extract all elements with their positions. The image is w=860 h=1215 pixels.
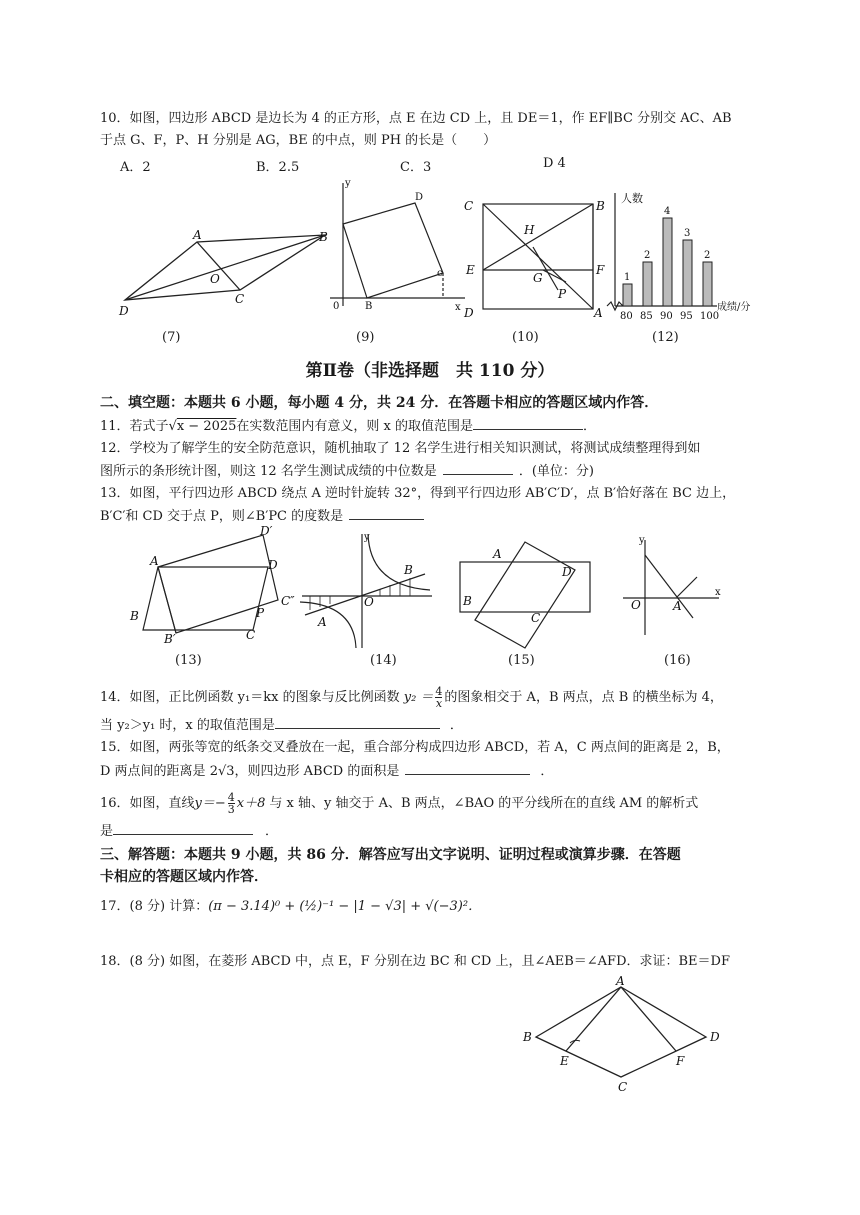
svg-text:E: E bbox=[466, 263, 475, 277]
fig12-bar-label: 1 bbox=[624, 272, 631, 283]
svg-text:A: A bbox=[150, 554, 159, 568]
q12-line1: 12．学校为了解学生的安全防范意识，随机抽取了 12 名学生进行相关知识测试，将测试成绩整理得到如 bbox=[100, 441, 701, 456]
fig12-bar-label: 2 bbox=[704, 250, 711, 261]
svg-text:C: C bbox=[464, 199, 474, 213]
svg-text:C″: C″ bbox=[281, 594, 295, 608]
fig12-bar-label: 2 bbox=[644, 250, 651, 261]
q17-line: 17．(8 分) 计算：(π − 3.14)⁰ + (½)⁻¹ − |1 − √3| + √(−3)²． bbox=[100, 899, 482, 914]
svg-text:P: P bbox=[558, 287, 567, 301]
svg-text:B′: B′ bbox=[164, 632, 176, 646]
figure-14 bbox=[300, 530, 435, 650]
svg-text:y: y bbox=[639, 535, 645, 546]
svg-text:A: A bbox=[318, 615, 327, 629]
svg-text:B: B bbox=[596, 199, 605, 213]
figure-7 bbox=[115, 225, 335, 325]
fig12-tick-label: 80 bbox=[620, 311, 633, 322]
svg-text:D′: D′ bbox=[260, 524, 273, 538]
svg-text:O: O bbox=[631, 598, 641, 612]
svg-text:F: F bbox=[596, 263, 605, 277]
svg-text:y: y bbox=[345, 178, 351, 189]
q10-option-d: D 4 bbox=[543, 156, 566, 171]
fig12-tick-label: 85 bbox=[640, 311, 653, 322]
fig12-xlabel: 成绩/分 bbox=[717, 302, 751, 313]
fig12-bar bbox=[663, 218, 672, 306]
svg-text:C: C bbox=[235, 292, 245, 306]
svg-text:G: G bbox=[533, 271, 543, 285]
figure-18-rhombus bbox=[518, 975, 733, 1100]
q15-line1: 15．如图，两张等宽的纸条交叉叠放在一起，重合部分构成四边形 ABCD，若 A，C 两点间的距离是 2，B， bbox=[100, 740, 730, 755]
fig12-bar bbox=[683, 240, 692, 306]
svg-text:P: P bbox=[256, 606, 265, 620]
figure-16 bbox=[615, 535, 725, 640]
svg-text:E: E bbox=[560, 1054, 569, 1068]
svg-text:x: x bbox=[715, 587, 721, 598]
fig12-bar bbox=[623, 284, 632, 306]
svg-text:y: y bbox=[364, 532, 370, 543]
caption-fig-14: (14) bbox=[370, 653, 397, 668]
fig12-ylabel: 人数 bbox=[621, 192, 643, 205]
q11-post: 在实数范围内有意义，则 x 的取值范围是 bbox=[236, 419, 474, 434]
q16-line2: 是 ． bbox=[100, 824, 279, 839]
section3-heading-line2: 卡相应的答题区域内作答． bbox=[100, 869, 268, 885]
q16-line1: 16．如图，直线y＝− $\frac{4}{3}$ x＋8 与 x 轴、y 轴交于 A、B 两点，∠BAO 的平分线所在的直线 AM 的解析式 bbox=[100, 791, 699, 816]
q14-line1: 14．如图，正比例函数 y₁＝kx 的图象与反比例函数 y₂ ＝ $\frac{4}{x}$ 的图象相交于 A，B 两点，点 B 的横坐标为 4， bbox=[100, 685, 723, 710]
figure-12-bar-chart bbox=[605, 188, 770, 323]
svg-text:F: F bbox=[676, 1054, 685, 1068]
part2-title: 第Ⅱ卷（非选择题 共 110 分） bbox=[305, 361, 555, 381]
svg-text:A: A bbox=[594, 306, 603, 320]
svg-text:C: C bbox=[246, 628, 256, 642]
svg-text:D: D bbox=[119, 304, 129, 318]
q11-sqrt: √x − 2025 bbox=[168, 419, 237, 434]
q10-line1: 10．如图，四边形 ABCD 是边长为 4 的正方形，点 E 在边 CD 上，且 DE＝1，作 EF∥BC 分别交 AC、AB bbox=[100, 111, 732, 126]
fig12-tick-label: 90 bbox=[660, 311, 673, 322]
caption-fig-12: (12) bbox=[652, 330, 679, 345]
section2-heading: 二、填空题：本题共 6 小题，每小题 4 分，共 24 分．在答题卡相应的答题区域内作答． bbox=[100, 395, 659, 411]
figure-15 bbox=[455, 540, 595, 650]
q10-option-a: A．2 bbox=[120, 160, 151, 175]
svg-text:B: B bbox=[404, 563, 413, 577]
q12-line2: 图所示的条形统计图，则这 12 名学生测试成绩的中位数是 ．(单位：分) bbox=[100, 464, 594, 479]
svg-text:O: O bbox=[364, 595, 374, 609]
svg-text:A: A bbox=[193, 228, 202, 242]
svg-text:B: B bbox=[463, 594, 472, 608]
figure-9 bbox=[325, 178, 465, 318]
svg-text:O: O bbox=[210, 272, 220, 286]
figure-13 bbox=[128, 525, 298, 645]
svg-text:c: c bbox=[437, 268, 443, 279]
svg-text:H: H bbox=[524, 223, 535, 237]
caption-fig-7: (7) bbox=[162, 330, 181, 345]
svg-text:D: D bbox=[562, 565, 572, 579]
q10-option-b: B．2.5 bbox=[256, 160, 300, 175]
q10-line2: 于点 G、F，P、H 分别是 AG，BE 的中点，则 PH 的长是（ ） bbox=[100, 133, 497, 148]
q15-line2: D 两点间的距离是 2√3，则四边形 ABCD 的面积是 ． bbox=[100, 764, 554, 779]
q13-line1: 13．如图，平行四边形 ABCD 绕点 A 逆时针旋转 32°，得到平行四边形 AB′C′D′，点 B′恰好落在 BC 边上， bbox=[100, 486, 736, 501]
caption-fig-13: (13) bbox=[175, 653, 202, 668]
svg-text:D: D bbox=[710, 1030, 720, 1044]
q10-option-c: C．3 bbox=[400, 160, 432, 175]
q18-line: 18．(8 分) 如图，在菱形 ABCD 中，点 E，F 分别在边 BC 和 CD 上，且∠AEB＝∠AFD．求证：BE＝DF bbox=[100, 954, 730, 969]
svg-text:B: B bbox=[365, 301, 373, 312]
fig12-bar-label: 3 bbox=[684, 228, 691, 239]
q14-line2: 当 y₂＞y₁ 时，x 的取值范围是 ． bbox=[100, 718, 463, 733]
fig12-tick-label: 100 bbox=[700, 311, 720, 322]
fig12-bar bbox=[643, 262, 652, 306]
svg-text:B: B bbox=[319, 230, 328, 244]
q11-line: 11．若式子√x − 2025在实数范围内有意义，则 x 的取值范围是 ． bbox=[100, 419, 597, 434]
svg-text:x: x bbox=[455, 302, 461, 313]
caption-fig-9: (9) bbox=[356, 330, 375, 345]
figure-10 bbox=[458, 192, 608, 322]
q11-pre: 11．若式子 bbox=[100, 419, 169, 434]
svg-text:A: A bbox=[616, 974, 625, 988]
fig12-tick-label: 95 bbox=[680, 311, 693, 322]
svg-text:0: 0 bbox=[333, 301, 340, 312]
caption-fig-10: (10) bbox=[512, 330, 539, 345]
fig12-bar-label: 4 bbox=[664, 206, 671, 217]
svg-text:B: B bbox=[523, 1030, 532, 1044]
svg-text:A: A bbox=[493, 547, 502, 561]
svg-text:B: B bbox=[130, 609, 139, 623]
svg-text:D: D bbox=[464, 306, 474, 320]
svg-text:D: D bbox=[415, 192, 424, 203]
fig12-bar bbox=[703, 262, 712, 306]
svg-text:C: C bbox=[618, 1080, 628, 1094]
svg-text:A: A bbox=[673, 599, 682, 613]
caption-fig-16: (16) bbox=[664, 653, 691, 668]
section3-heading-line1: 三、解答题：本题共 9 小题，共 86 分．解答应写出文字说明、证明过程或演算步骤．在答题 bbox=[100, 847, 681, 863]
svg-text:D: D bbox=[268, 558, 278, 572]
q13-line2: B′C′和 CD 交于点 P，则∠B′PC 的度数是 bbox=[100, 507, 424, 526]
svg-text:C: C bbox=[531, 611, 541, 625]
caption-fig-15: (15) bbox=[508, 653, 535, 668]
